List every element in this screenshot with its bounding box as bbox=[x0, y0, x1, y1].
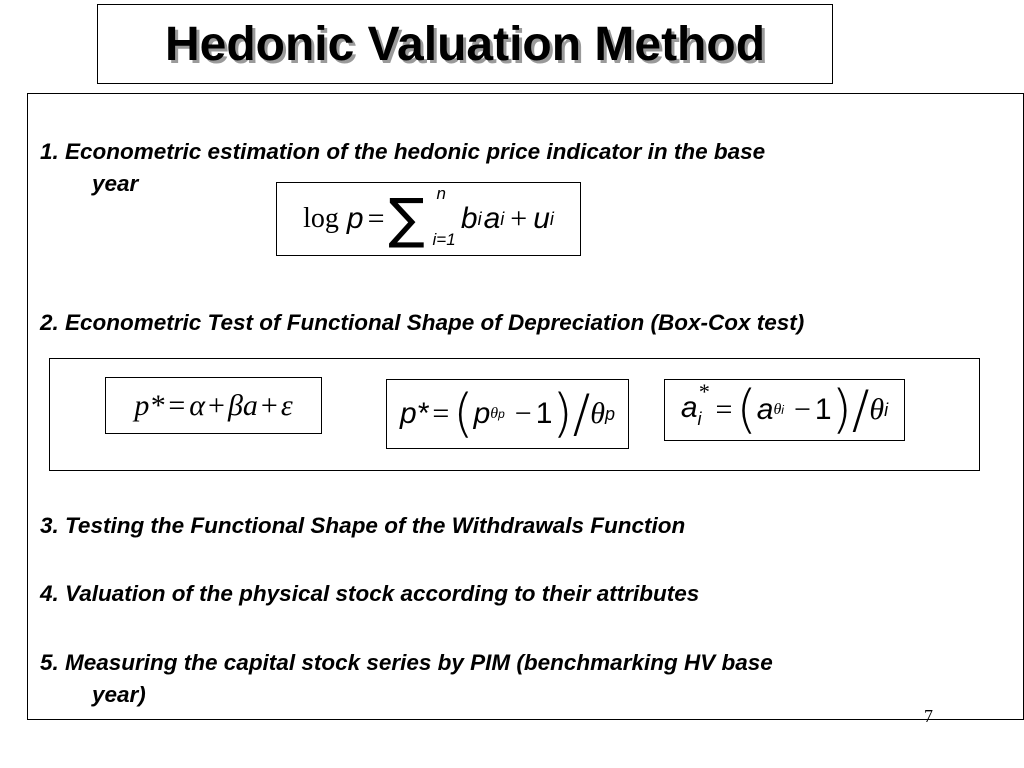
eq4-a-sub: i bbox=[697, 408, 702, 429]
eq1-a-sub: i bbox=[500, 208, 505, 229]
eq1-sum-lower: i=1 bbox=[432, 230, 456, 249]
list-item-3 bbox=[40, 510, 685, 542]
eq2-a: a bbox=[242, 388, 258, 422]
box-cox-price-equation bbox=[386, 379, 629, 449]
eq4-theta: θ bbox=[869, 393, 885, 426]
eq2-equals: = bbox=[168, 388, 186, 422]
eq4-exp-theta: θ bbox=[773, 401, 782, 418]
hedonic-regression-equation bbox=[276, 182, 581, 256]
eq1-u-sub: i bbox=[549, 208, 554, 229]
eq3-lparen: ( bbox=[453, 384, 474, 444]
eq1-equals: = bbox=[367, 202, 385, 235]
list-item-5-line1: 5. Measuring the capital stock series by PIM (benchmarking HV base bbox=[40, 650, 773, 675]
eq2-epsilon: ε bbox=[280, 388, 293, 422]
eq1-log: log bbox=[303, 203, 339, 234]
eq3-slash: / bbox=[572, 384, 591, 444]
eq4-rparen: ) bbox=[831, 380, 852, 440]
eq3-exp-sub: p bbox=[498, 407, 505, 421]
eq3-equals: = bbox=[432, 397, 450, 430]
eq1-b: b bbox=[460, 202, 478, 235]
eq3-rparen: ) bbox=[552, 384, 573, 444]
eq1-a: a bbox=[483, 202, 501, 235]
eq2-lhs: p* bbox=[134, 388, 165, 422]
eq4-theta-sub: i bbox=[884, 399, 889, 420]
eq1-summation bbox=[388, 184, 456, 250]
eq3-exp-theta: θ bbox=[490, 405, 499, 422]
list-item-2 bbox=[40, 307, 804, 339]
slide-title: Hedonic Valuation Method bbox=[164, 17, 766, 71]
eq3-minus: − bbox=[514, 397, 532, 430]
eq4-equals: = bbox=[715, 393, 733, 426]
page-number: 7 bbox=[924, 706, 933, 726]
list-item-5-line2: year) bbox=[92, 682, 146, 707]
eq2-plus1: + bbox=[208, 388, 225, 422]
box-cox-attribute-equation bbox=[664, 379, 905, 441]
eq3-lhs: p* bbox=[399, 397, 429, 430]
eq2-alpha: α bbox=[189, 388, 206, 422]
eq4-slash: / bbox=[851, 380, 870, 440]
eq4-one: 1 bbox=[814, 393, 832, 426]
eq4-a: a bbox=[680, 390, 698, 424]
linear-depreciation-equation bbox=[105, 377, 322, 434]
eq3-theta: θ bbox=[590, 397, 605, 430]
eq1-b-sub: i bbox=[477, 208, 482, 229]
eq3-one: 1 bbox=[535, 397, 553, 430]
eq4-a2: a bbox=[756, 393, 774, 426]
eq2-beta: β bbox=[227, 388, 243, 422]
list-item-4 bbox=[40, 578, 699, 610]
eq4-lparen: ( bbox=[736, 380, 757, 440]
eq2-plus2: + bbox=[260, 388, 278, 422]
list-item-3-line1: 3. Testing the Functional Shape of the Withdrawals Function bbox=[40, 513, 686, 538]
eq1-sum-upper: n bbox=[436, 184, 446, 203]
eq3-p: p bbox=[473, 397, 491, 430]
eq4-exp-sub: i bbox=[781, 403, 784, 417]
list-item-1-line2: year bbox=[92, 171, 139, 196]
eq1-p: p bbox=[346, 202, 364, 235]
eq4-lhs bbox=[680, 378, 710, 430]
list-item-2-line1: 2. Econometric Test of Functional Shape of Depreciation (Box-Cox test) bbox=[40, 310, 805, 335]
list-item-1-line1: 1. Econometric estimation of the hedonic price indicator in the base bbox=[40, 139, 766, 164]
eq4-minus: − bbox=[793, 393, 811, 426]
eq4-star: * bbox=[698, 378, 710, 404]
summation-icon: ∑ bbox=[388, 187, 425, 250]
eq1-u: u bbox=[533, 202, 550, 235]
list-item-4-line1: 4. Valuation of the physical stock according to their attributes bbox=[40, 581, 700, 606]
eq1-plus: + bbox=[510, 202, 528, 235]
title-box bbox=[97, 4, 833, 84]
eq3-theta-sub: p bbox=[604, 403, 615, 424]
list-item-5 bbox=[40, 647, 773, 711]
